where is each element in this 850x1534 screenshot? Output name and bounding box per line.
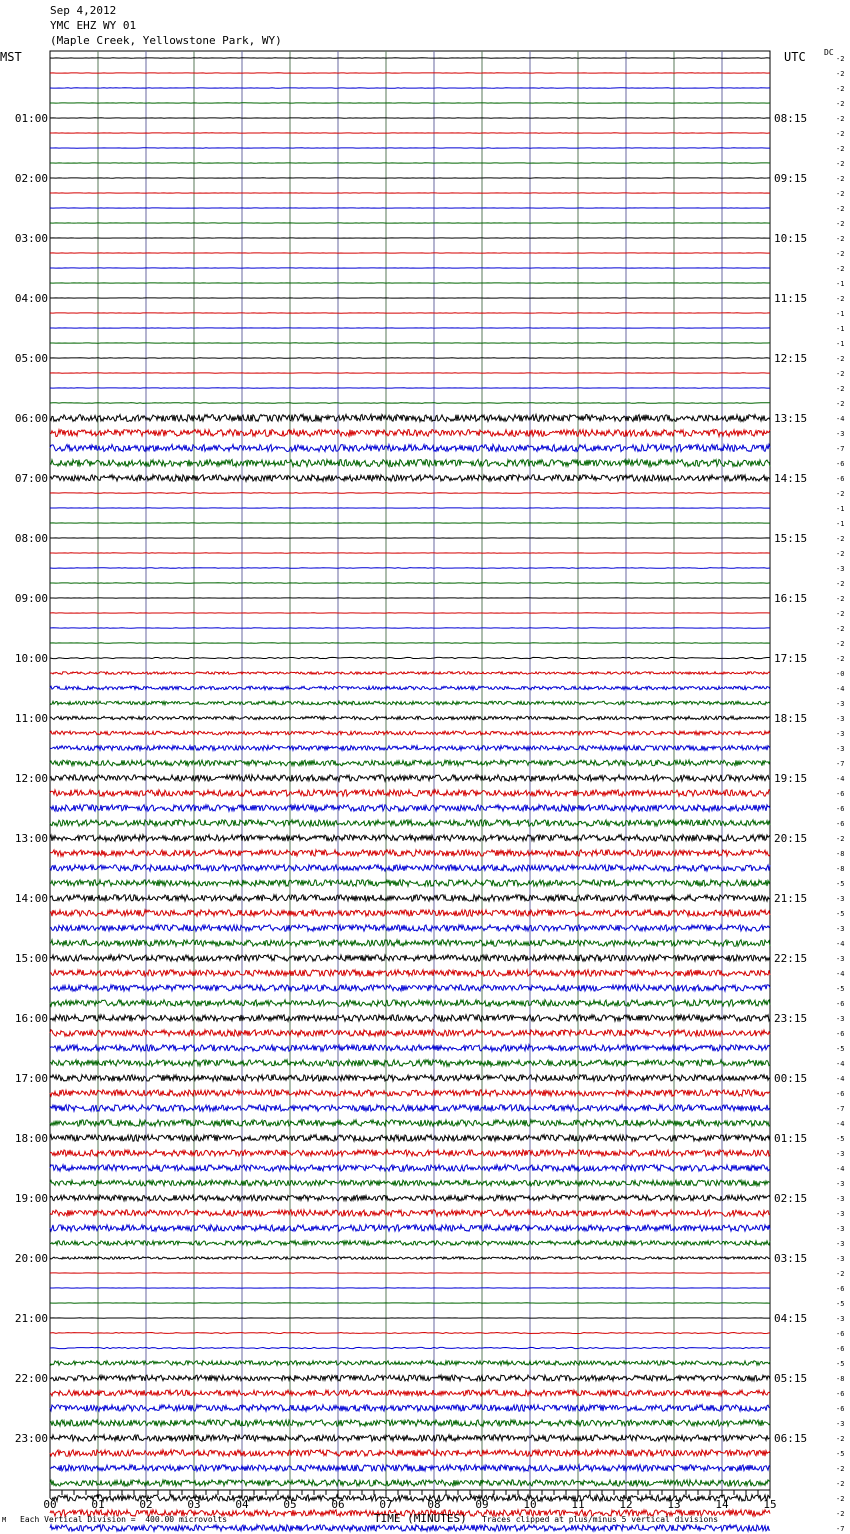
dc-offset-value: -2 — [836, 115, 845, 123]
mst-hour-label: 14:00 — [14, 892, 48, 905]
dc-offset-value: -3 — [836, 1210, 845, 1218]
dc-offset-value: -6 — [836, 460, 845, 468]
x-tick-label: 15 — [763, 1498, 777, 1511]
dc-offset-value: -5 — [836, 880, 845, 888]
utc-hour-label: 19:15 — [774, 772, 808, 785]
dc-offset-value: -6 — [836, 1405, 845, 1413]
seismic-trace — [50, 429, 770, 436]
seismic-trace — [50, 1390, 770, 1396]
mst-hour-label: 23:00 — [14, 1432, 48, 1445]
dc-offset-value: -5 — [836, 985, 845, 993]
dc-offset-value: -8 — [836, 1375, 845, 1383]
seismic-trace — [50, 790, 770, 796]
dc-offset-value: -2 — [836, 175, 845, 183]
x-tick-label: 03 — [187, 1498, 201, 1511]
dc-offset-value: -1 — [836, 280, 845, 288]
utc-hour-label: 06:15 — [774, 1432, 808, 1445]
utc-hour-label: 14:15 — [774, 472, 808, 485]
dc-offset-value: -2 — [836, 1480, 845, 1488]
dc-offset-value: -6 — [836, 1390, 845, 1398]
dc-offset-value: -4 — [836, 1060, 845, 1068]
dc-offset-value: -2 — [836, 1510, 845, 1518]
dc-offset-value: -5 — [836, 1045, 845, 1053]
dc-offset-value: -2 — [836, 145, 845, 153]
dc-offset-value: -2 — [836, 385, 845, 393]
utc-hour-label: 22:15 — [774, 952, 808, 965]
clip-note: Traces clipped at plus/minus 5 vertical divisions — [482, 1515, 719, 1524]
seismic-trace — [50, 910, 770, 916]
seismic-trace — [50, 459, 770, 466]
dc-offset-value: -5 — [836, 1360, 845, 1368]
seismic-trace — [50, 1525, 770, 1531]
seismic-trace — [50, 1135, 770, 1141]
dc-offset-value: -1 — [836, 505, 845, 513]
dc-offset-value: -2 — [836, 1495, 845, 1503]
dc-offset-value: -4 — [836, 1075, 845, 1083]
seismic-trace — [50, 444, 770, 451]
x-tick-label: 14 — [715, 1498, 729, 1511]
x-tick-label: 08 — [427, 1498, 441, 1511]
dc-offset-value: -6 — [836, 1090, 845, 1098]
utc-hour-label: 15:15 — [774, 532, 808, 545]
dc-offset-value: -2 — [836, 235, 845, 243]
dc-offset-value: -3 — [836, 715, 845, 723]
dc-offset-value: -5 — [836, 910, 845, 918]
dc-offset-value: -4 — [836, 415, 845, 423]
seismic-trace — [50, 716, 770, 720]
dc-offset-value: -2 — [836, 1270, 845, 1278]
dc-offset-value: -8 — [836, 850, 845, 858]
x-tick-label: 05 — [283, 1498, 297, 1511]
seismic-trace — [50, 1000, 770, 1006]
seismic-trace — [50, 775, 770, 781]
seismic-trace — [50, 760, 770, 766]
scale-note: Each Vertical Division = 400.00 microvolts — [20, 1515, 228, 1524]
seismic-trace — [50, 731, 770, 735]
seismic-trace — [50, 672, 770, 675]
mst-hour-label: 11:00 — [14, 712, 48, 725]
dc-offset-value: -3 — [836, 1180, 845, 1188]
seismic-trace — [50, 1257, 770, 1260]
seismic-trace — [50, 865, 770, 871]
dc-offset-value: -1 — [836, 325, 845, 333]
dc-offset-value: -4 — [836, 970, 845, 978]
seismic-trace — [50, 1333, 770, 1334]
dc-offset-value: -6 — [836, 805, 845, 813]
dc-offset-value: -3 — [836, 730, 845, 738]
seismic-trace — [50, 568, 770, 569]
dc-offset-value: -3 — [836, 1015, 845, 1023]
utc-hour-label: 03:15 — [774, 1252, 808, 1265]
seismic-trace — [50, 1090, 770, 1096]
dc-offset-value: -4 — [836, 775, 845, 783]
utc-hour-label: 23:15 — [774, 1012, 808, 1025]
dc-offset-value: -4 — [836, 685, 845, 693]
dc-offset-value: -3 — [836, 1150, 845, 1158]
dc-offset-value: -3 — [836, 1195, 845, 1203]
seismic-trace — [50, 1405, 770, 1411]
x-tick-label: 01 — [91, 1498, 105, 1511]
seismic-trace — [50, 1120, 770, 1126]
seismic-trace — [50, 1225, 770, 1231]
utc-hour-label: 04:15 — [774, 1312, 808, 1325]
seismic-trace — [50, 686, 770, 690]
mst-hour-label: 02:00 — [14, 172, 48, 185]
mst-hour-label: 21:00 — [14, 1312, 48, 1325]
dc-offset-value: -1 — [836, 340, 845, 348]
x-axis-title: TIME (MINUTES) — [374, 1512, 467, 1525]
dc-offset-value: -7 — [836, 1105, 845, 1113]
utc-hour-label: 12:15 — [774, 352, 808, 365]
seismic-trace — [50, 1150, 770, 1156]
utc-hour-label: 13:15 — [774, 412, 808, 425]
dc-offset-value: -2 — [836, 220, 845, 228]
seismic-trace — [50, 1105, 770, 1111]
seismic-trace — [50, 1420, 770, 1426]
seismic-trace — [50, 1030, 770, 1036]
dc-offset-value: -7 — [836, 1525, 845, 1533]
dc-offset-value: -1 — [836, 520, 845, 528]
seismic-trace — [50, 701, 770, 705]
dc-offset-value: -6 — [836, 1345, 845, 1353]
mst-hour-label: 20:00 — [14, 1252, 48, 1265]
dc-offset-value: -2 — [836, 640, 845, 648]
x-tick-label: 07 — [379, 1498, 393, 1511]
seismic-trace — [50, 1045, 770, 1051]
seismic-trace — [50, 746, 770, 751]
utc-hour-label: 16:15 — [774, 592, 808, 605]
dc-offset-value: -3 — [836, 745, 845, 753]
dc-offset-value: -2 — [836, 400, 845, 408]
dc-offset-value: -2 — [836, 655, 845, 663]
dc-offset-value: -6 — [836, 1000, 845, 1008]
dc-offset-value: -3 — [836, 700, 845, 708]
seismic-trace — [50, 403, 770, 404]
dc-offset-value: -3 — [836, 925, 845, 933]
seismic-trace — [50, 1361, 770, 1365]
dc-offset-value: -5 — [836, 1135, 845, 1143]
mst-axis-label: MST — [0, 50, 22, 64]
mst-hour-label: 15:00 — [14, 952, 48, 965]
mst-hour-label: 17:00 — [14, 1072, 48, 1085]
seismic-trace — [50, 657, 770, 658]
dc-offset-value: -2 — [836, 190, 845, 198]
dc-offset-value: -3 — [836, 895, 845, 903]
seismic-trace — [50, 955, 770, 961]
dc-offset-value: -2 — [836, 205, 845, 213]
dc-offset-value: -8 — [836, 865, 845, 873]
x-tick-label: 00 — [43, 1498, 57, 1511]
utc-hour-label: 01:15 — [774, 1132, 808, 1145]
seismic-trace — [50, 820, 770, 826]
mst-hour-label: 06:00 — [14, 412, 48, 425]
mst-hour-label: 12:00 — [14, 772, 48, 785]
seismic-trace — [50, 1435, 770, 1441]
dc-offset-value: -2 — [836, 160, 845, 168]
utc-hour-label: 02:15 — [774, 1192, 808, 1205]
seismic-trace — [50, 415, 770, 422]
corner-mark: M — [2, 1516, 7, 1524]
dc-offset-value: -6 — [836, 1030, 845, 1038]
dc-offset-value: -6 — [836, 1285, 845, 1293]
dc-offset-value: -2 — [836, 55, 845, 63]
seismic-trace — [50, 493, 770, 494]
seismic-trace — [50, 1180, 770, 1186]
mst-hour-label: 18:00 — [14, 1132, 48, 1145]
dc-offset-value: -2 — [836, 370, 845, 378]
dc-offset-value: -5 — [836, 1300, 845, 1308]
utc-hour-label: 08:15 — [774, 112, 808, 125]
dc-offset-value: -3 — [836, 955, 845, 963]
seismic-trace — [50, 880, 770, 886]
dc-offset-value: -6 — [836, 790, 845, 798]
utc-hour-label: 00:15 — [774, 1072, 808, 1085]
seismic-trace — [50, 1347, 770, 1348]
dc-offset-value: -2 — [836, 295, 845, 303]
dc-offset-value: -2 — [836, 355, 845, 363]
utc-hour-label: 11:15 — [774, 292, 808, 305]
seismic-trace — [50, 475, 770, 481]
dc-offset-value: -2 — [836, 490, 845, 498]
dc-offset-value: -2 — [836, 535, 845, 543]
x-tick-label: 10 — [523, 1498, 537, 1511]
dc-offset-value: -2 — [836, 130, 845, 138]
mst-hour-label: 03:00 — [14, 232, 48, 245]
dc-offset-value: -2 — [836, 70, 845, 78]
dc-offset-value: -4 — [836, 1120, 845, 1128]
dc-offset-value: -2 — [836, 595, 845, 603]
x-tick-label: 09 — [475, 1498, 489, 1511]
seismic-trace — [50, 940, 770, 946]
dc-offset-value: -1 — [836, 310, 845, 318]
mst-hour-label: 01:00 — [14, 112, 48, 125]
mst-hour-label: 04:00 — [14, 292, 48, 305]
dc-offset-value: -2 — [836, 835, 845, 843]
mst-hour-label: 09:00 — [14, 592, 48, 605]
x-tick-label: 13 — [667, 1498, 681, 1511]
seismic-trace — [50, 1480, 770, 1486]
dc-offset-value: -6 — [836, 475, 845, 483]
utc-hour-label: 09:15 — [774, 172, 808, 185]
seismic-trace — [50, 805, 770, 811]
seismic-trace — [50, 835, 770, 841]
dc-offset-value: -2 — [836, 1465, 845, 1473]
seismic-trace — [50, 1060, 770, 1066]
x-tick-label: 06 — [331, 1498, 345, 1511]
dc-offset-value: -6 — [836, 1330, 845, 1338]
seismic-trace — [50, 1210, 770, 1216]
dc-offset-value: -4 — [836, 940, 845, 948]
dc-offset-value: -2 — [836, 580, 845, 588]
x-tick-label: 12 — [619, 1498, 633, 1511]
dc-offset-value: -3 — [836, 1315, 845, 1323]
x-tick-label: 02 — [139, 1498, 153, 1511]
dc-offset-value: -4 — [836, 1165, 845, 1173]
x-tick-label: 11 — [571, 1498, 585, 1511]
utc-axis-label: UTC — [784, 50, 806, 64]
seismic-trace — [50, 985, 770, 991]
x-tick-label: 04 — [235, 1498, 249, 1511]
dc-offset-value: -0 — [836, 670, 845, 678]
dc-offset-value: -3 — [836, 430, 845, 438]
dc-offset-label: DC — [824, 48, 834, 57]
dc-offset-value: -2 — [836, 625, 845, 633]
dc-offset-value: -3 — [836, 1225, 845, 1233]
dc-offset-value: -2 — [836, 85, 845, 93]
dc-offset-value: -2 — [836, 265, 845, 273]
station-location: (Maple Creek, Yellowstone Park, WY) — [50, 34, 282, 47]
mst-hour-label: 13:00 — [14, 832, 48, 845]
seismic-trace — [50, 1015, 770, 1021]
dc-offset-value: -2 — [836, 550, 845, 558]
dc-offset-value: -2 — [836, 610, 845, 618]
seismic-trace — [50, 1075, 770, 1081]
seismic-trace — [50, 895, 770, 901]
dc-offset-value: -2 — [836, 250, 845, 258]
dc-offset-value: -2 — [836, 1435, 845, 1443]
seismic-trace — [50, 925, 770, 931]
mst-hour-label: 08:00 — [14, 532, 48, 545]
dc-offset-value: -2 — [836, 100, 845, 108]
dc-offset-value: -3 — [836, 1420, 845, 1428]
dc-offset-value: -7 — [836, 760, 845, 768]
plot-date: Sep 4,2012 — [50, 4, 117, 17]
seismic-trace — [50, 1465, 770, 1471]
dc-offset-value: -3 — [836, 1240, 845, 1248]
dc-offset-value: -6 — [836, 820, 845, 828]
utc-hour-label: 17:15 — [774, 652, 808, 665]
utc-hour-label: 18:15 — [774, 712, 808, 725]
mst-hour-label: 05:00 — [14, 352, 48, 365]
seismic-trace — [50, 1165, 770, 1171]
seismic-trace — [50, 970, 770, 976]
seismic-trace — [50, 1450, 770, 1456]
dc-offset-value: -5 — [836, 1450, 845, 1458]
seismic-trace — [50, 1195, 770, 1201]
seismic-trace — [50, 1495, 770, 1501]
utc-hour-label: 10:15 — [774, 232, 808, 245]
mst-hour-label: 07:00 — [14, 472, 48, 485]
plot-frame — [50, 51, 770, 1490]
seismic-trace — [50, 850, 770, 856]
dc-offset-value: -3 — [836, 1255, 845, 1263]
utc-hour-label: 05:15 — [774, 1372, 808, 1385]
dc-offset-value: -7 — [836, 445, 845, 453]
seismic-trace — [50, 1241, 770, 1245]
mst-hour-label: 19:00 — [14, 1192, 48, 1205]
mst-hour-label: 16:00 — [14, 1012, 48, 1025]
station-code: YMC EHZ WY 01 — [50, 19, 137, 32]
mst-hour-label: 22:00 — [14, 1372, 48, 1385]
utc-hour-label: 20:15 — [774, 832, 808, 845]
seismic-trace — [50, 1375, 770, 1381]
utc-hour-label: 21:15 — [774, 892, 808, 905]
mst-hour-label: 10:00 — [14, 652, 48, 665]
dc-offset-value: -3 — [836, 565, 845, 573]
